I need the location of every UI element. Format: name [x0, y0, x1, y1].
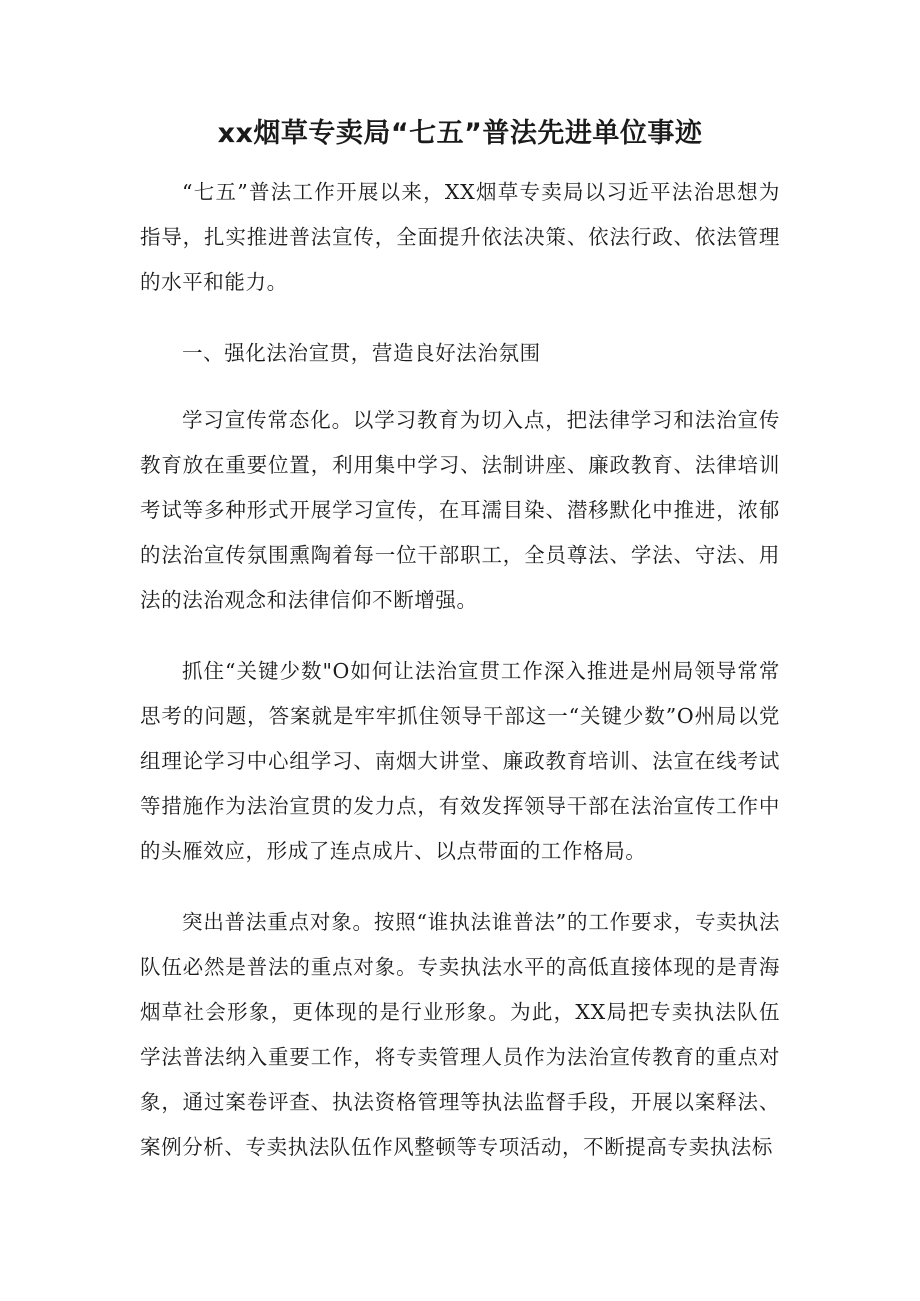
- body-paragraph: 学习宣传常态化。以学习教育为切入点，把法律学习和法治宣传教育放在重要位置，利用集中学习、法制讲座、廉政教育、法律培训考试等多种形式开展学习宣传，在耳濡目染、潜移默化中推进，浓郁的法治宣传氛围熏陶着每一位干部职工，全员尊法、学法、守法、用法的法治观念和法律信仰不断增强。: [140, 408, 780, 612]
- body-paragraph: 抓住“关键少数"O如何让法治宣贯工作深入推进是州局领导常常思考的问题，答案就是牢牢抓住领导干部这一“关键少数”O州局以党组理论学习中心组学习、南烟大讲堂、廉政教育培训、法宣在线考试等措施作为法治宣贯的发力点，有效发挥领导干部在法治宣传工作中的头雁效应，形成了连点成片、以点带面的工作格局。: [140, 659, 780, 863]
- intro-paragraph: “七五”普法工作开展以来，XX烟草专卖局以习近平法治思想为指导，扎实推进普法宣传，全面提升依法决策、依法行政、依法管理的水平和能力。: [140, 180, 780, 294]
- document-title: xx烟草专卖局“七五”普法先进单位事迹: [217, 118, 703, 149]
- document-body: [140, 170, 780, 1196]
- body-paragraph: 突出普法重点对象。按照“谁执法谁普法”的工作要求，专卖执法队伍必然是普法的重点对象。专卖执法水平的高低直接体现的是青海烟草社会形象，更体现的是行业形象。为此，XX局把专卖执法队伍学法普法纳入重要工作，将专卖管理人员作为法治宣传教育的重点对象，通过案卷评查、执法资格管理等执法监督手段，开展以案释法、案例分析、专卖执法队伍作风整顿等专项活动，不断提高专卖执法标: [140, 910, 780, 1159]
- section-heading: 一、强化法治宣贯，营造良好法治氛围: [182, 341, 541, 365]
